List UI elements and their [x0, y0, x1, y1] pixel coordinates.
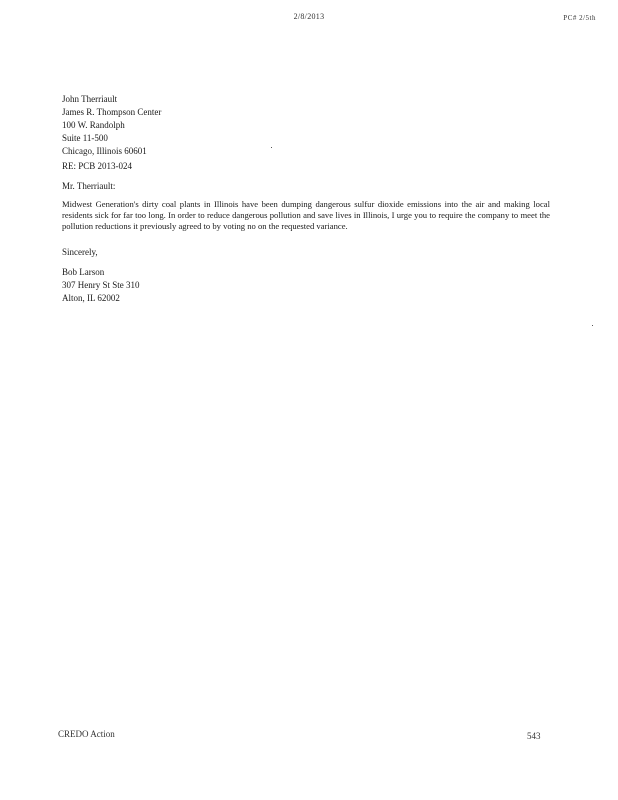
footer-organization: CREDO Action [58, 729, 115, 739]
address-line-city: Chicago, Illinois 60601 [62, 146, 147, 156]
scan-speck [592, 325, 593, 326]
page-header-code: PC# 2/5th [563, 14, 596, 22]
address-line-name: John Therriault [62, 94, 118, 104]
letter-body-paragraph: Midwest Generation's dirty coal plants in Illinois have been dumping dangerous sulfur dioxide emissions into the air and making local residents sick for far too long. In order to reduce dangerous pollution and save lives in Illinois, I urge you to require the company to meet the pollution reductions it previously agreed to by voting no on the requested variance. [62, 199, 550, 231]
sender-name: Bob Larson [62, 267, 105, 277]
address-line-street: 100 W. Randolph [62, 120, 125, 130]
scan-speck [271, 147, 272, 148]
sender-signature-block [62, 266, 140, 305]
sender-street: 307 Henry St Ste 310 [62, 280, 140, 290]
address-line-building: James R. Thompson Center [62, 107, 162, 117]
recipient-address-block [62, 93, 161, 158]
reference-line: RE: PCB 2013-024 [62, 161, 133, 171]
sender-city: Alton, IL 62002 [62, 293, 120, 303]
salutation: Mr. Therriault: [62, 181, 116, 191]
closing: Sincerely, [62, 247, 98, 257]
address-line-suite: Suite 11-500 [62, 133, 108, 143]
page-header-date: 2/8/2013 [293, 12, 325, 21]
footer-page-number: 543 [527, 731, 541, 741]
